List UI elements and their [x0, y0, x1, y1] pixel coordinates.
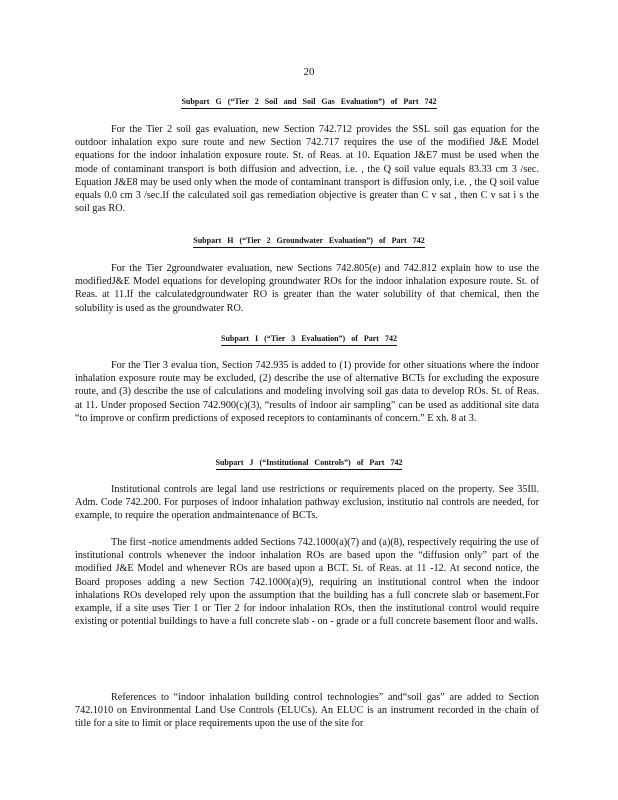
section-heading-subpart-h [0, 236, 618, 248]
paragraph-elucs-references: References to “indoor inhalation building control technologies” and“soil gas” are added to Section 742.1010 on Environmental Land Use Controls (ELUCs). An ELUC is an instrument recorded in the chain of title for a site to limit or place requirements upon the use of the site for [75, 692, 539, 730]
section-heading-subpart-j [0, 458, 618, 470]
page-number: 20 [303, 66, 315, 78]
section-heading-text: Subpart I (“Tier 3 Evaluation”) of Part 742 [221, 334, 397, 346]
section-heading-text: Subpart G (“Tier 2 Soil and Soil Gas Evaluation”) of Part 742 [181, 97, 436, 109]
paragraph-tier3-evaluation: For the Tier 3 evalua tion, Section 742.935 is added to (1) provide for other situations where the indoor inhalation exposure route may be excluded, (2) describe the use of alternative BCTs for excluding the exposure route, and (3) describe the use of calculations and modeling involving soil gas data to develop ROs. St. of Reas. at 11. Under proposed Section 742.900(c)(3), “results of indoor air sampling” can be used as additional site data “to improve or confirm predictions of exposed receptors to contaminants of concern.” E xh. 8 at 3. [75, 360, 539, 424]
section-heading-subpart-i [0, 334, 618, 346]
paragraph-first-notice-amendments: The first -notice amendments added Sections 742.1000(a)(7) and (a)(8), respectively requiring the use of institutional controls whenever the indoor inhalation ROs are based upon the “diffusion only” part of the modified J&E Model and whenever ROs are based upon a BCT. St. of Reas. at 11 -12. At second notice, the Board proposes adding a new Section 742.1000(a)(9), requiring an institutional control when the indoor inhalations ROs developed rely upon the assumption that the building has a full concrete slab or basement.For example, if a site uses Tier 1 or Tier 2 for indoor inhalation ROs, then the institutional control would require existing or potential buildings to have a full concrete slab - on - grade or a full concrete basement floor and walls. [75, 537, 539, 628]
section-heading-subpart-g [0, 97, 618, 109]
paragraph-institutional-controls: Institutional controls are legal land use restrictions or requirements placed on the property. See 35Ill. Adm. Code 742.200. For purposes of indoor inhalation pathway exclusion, institutio nal controls are needed, for example, to require the operation andmaintenance of BCTs. [75, 484, 539, 522]
section-heading-text: Subpart J (“Institutional Controls”) of Part 742 [216, 458, 403, 470]
section-heading-text: Subpart H (“Tier 2 Groundwater Evaluation”) of Part 742 [193, 236, 424, 248]
paragraph-tier2-soil-gas: For the Tier 2 soil gas evaluation, new Section 742.712 provides the SSL soil gas equation for the outdoor inhalation expo sure route and new Section 742.717 requires the use of the modified J&E Model equations for the indoor inhalation exposure route. St. of Reas. at 10. Equation J&E7 must be used when the mode of contaminant transport is both diffusion and advection, i.e. , the Q soil value equals 83.33 cm 3 /sec. Equation J&E8 may be used only when the mode of contaminant transport is diffusion only, i.e. , the Q soil value equals 0.0 cm 3 /sec.If the calculated soil gas remediation objective is greater than C v sat , then C v sat i s the soil gas RO. [75, 124, 539, 215]
paragraph-tier2-groundwater: For the Tier 2groundwater evaluation, new Sections 742.805(e) and 742.812 explain how to use the modifiedJ&E Model equations for developing groundwater ROs for the indoor inhalation exposure route. St. of Reas. at 11.If the calculatedgroundwater RO is greater than the water solubility of that chemical, then the solubility is used as the groundwater RO. [75, 263, 539, 314]
